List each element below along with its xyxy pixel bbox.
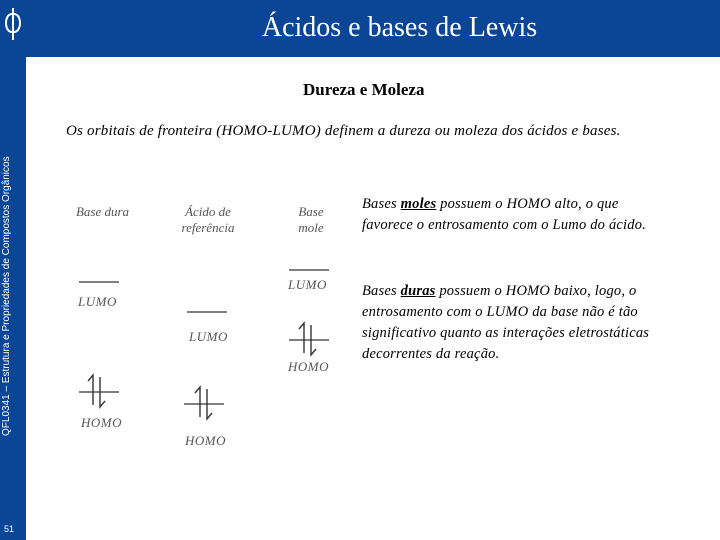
keyword-duras: duras [400,283,436,299]
keyword-moles: moles [400,196,437,212]
acid-lumo-label: LUMO [189,329,228,344]
reference-acid-column-label: Ácido de referência [181,204,235,235]
orbital-levels-svg [60,190,350,450]
page-title: Ácidos e bases de Lewis [261,12,538,43]
intro-paragraph: Os orbitais de fronteira (HOMO-LUMO) definem a dureza ou moleza dos ácidos e bases. [66,123,621,139]
homo-lumo-diagram [60,190,350,450]
sidebar [0,0,26,540]
page-number: 51 [4,524,15,534]
soft-base-column-label: Base mole [298,204,324,235]
hard-base-homo-electrons [88,375,105,407]
hard-base-lumo-label: LUMO [78,294,117,309]
section-subtitle: Dureza e Moleza [303,80,425,99]
soft-base-lumo-label: LUMO [288,277,327,292]
acid-homo-label: HOMO [185,433,226,448]
hard-base-paragraph: Bases duras possuem o HOMO baixo, logo, o entrosamento com o LUMO da base não é tão significativo quanto as interações eletrostáticas decorrentes da reação. [362,283,650,362]
soft-base-homo-label: HOMO [288,359,329,374]
university-logo-icon [0,6,26,42]
acid-homo-electrons [195,387,212,419]
hard-base-column-label: Base dura [75,204,130,219]
soft-base-homo-electrons [299,323,316,355]
course-title-vertical: QFL0341 – Estrutura e Propriedades de Compostos Orgânicos [1,156,12,436]
soft-base-paragraph: Bases moles possuem o HOMO alto, o que favorece o entrosamento com o Lumo do ácido. [362,196,646,233]
hard-base-homo-label: HOMO [81,415,122,430]
